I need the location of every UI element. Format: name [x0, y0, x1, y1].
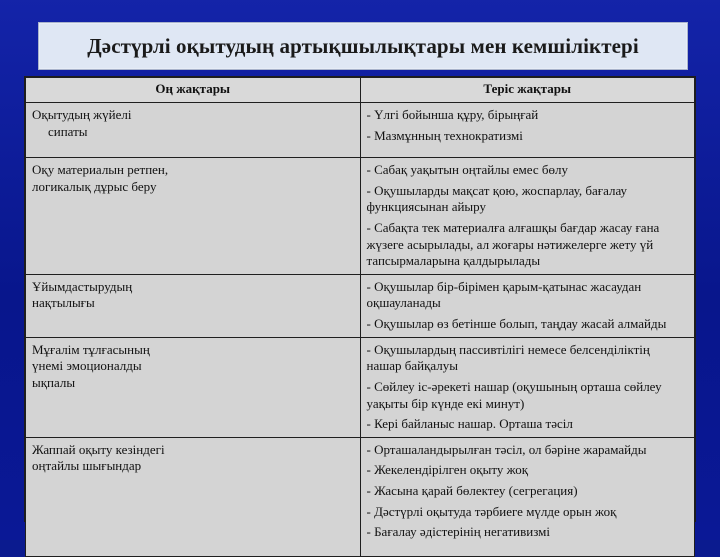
title-banner: [38, 22, 688, 70]
negative-cell: [360, 158, 695, 275]
positive-text: сипаты: [48, 123, 88, 139]
header-negative: Теріс жақтары: [360, 78, 695, 103]
negative-item: - Орташаландырылған тәсіл, ол бәріне жарамайды: [366, 441, 647, 457]
comparison-table-grid: [25, 77, 695, 557]
positive-text: Жаппай оқыту кезіндегі: [32, 441, 165, 457]
negative-item: - Жекелендірілген оқыту жоқ: [366, 462, 529, 478]
negative-item: - Мазмұнның технократизмі: [366, 127, 523, 143]
positive-text: логикалық дұрыс беру: [32, 178, 157, 194]
positive-cell: [26, 337, 361, 437]
table-row: [26, 158, 695, 275]
header-positive: Оң жақтары: [26, 78, 361, 103]
negative-cell: [360, 103, 695, 158]
positive-text: үнемі эмоционалды: [32, 358, 142, 374]
negative-cell: [360, 337, 695, 437]
positive-text: Оқытудың жүйелі: [32, 107, 132, 122]
negative-item: - Оқушылар өз бетінше болып, таңдау жасай алмайды: [366, 316, 667, 331]
negative-cell: [360, 437, 695, 556]
table-row: [26, 274, 695, 337]
negative-item: - Сабақта тек материалға алғашқы бағдар жасау ғана жүзеге асырылады, ал жоғары нәтижелерге жету үй тапсырмаларына қалдырылады: [366, 219, 660, 269]
negative-cell: [360, 274, 695, 337]
negative-item: - Үлгі бойынша құру, бірыңғай: [366, 107, 539, 122]
positive-text: ықпалы: [32, 374, 76, 390]
positive-cell: [26, 437, 361, 556]
positive-cell: [26, 158, 361, 275]
negative-item: - Оқушылар бір-бірімен қарым-қатынас жасаудан оқшауланады: [366, 278, 642, 311]
table-header-row: [26, 78, 695, 103]
comparison-table: [24, 76, 696, 540]
negative-item: - Кері байланыс нашар. Орташа тәсіл: [366, 416, 573, 432]
table-row: [26, 337, 695, 437]
table-row: [26, 103, 695, 158]
positive-text: Оқу материалын ретпен,: [32, 162, 169, 177]
negative-item: - Бағалау әдістерінің негативизмі: [366, 524, 550, 540]
negative-item: - Оқушылардың пассивтілігі немесе белсенділіктің нашар байқалуы: [366, 341, 650, 374]
negative-item: - Сөйлеу іс-әрекеті нашар (оқушының орташа сөйлеу уақыты бір күнде екі минут): [366, 378, 662, 411]
positive-cell: [26, 103, 361, 158]
negative-item: - Сабақ уақытын оңтайлы емес бөлу: [366, 162, 568, 177]
positive-text: Ұйымдастырудың: [32, 278, 133, 294]
positive-text: нақтылығы: [32, 295, 95, 311]
negative-item: - Оқушыларды мақсат қою, жоспарлау, бағалау функциясынан айыру: [366, 182, 628, 215]
negative-item: - Жасына қарай бөлектеу (сегрегация): [366, 483, 578, 498]
positive-cell: [26, 274, 361, 337]
positive-text: оңтайлы шығындар: [32, 458, 142, 474]
negative-item: - Дәстүрлі оқытуда тәрбиеге мүлде орын жоқ: [366, 503, 617, 519]
table-row: [26, 437, 695, 556]
page-title: Дәстүрлі оқытудың артықшылықтары мен кемшіліктері: [87, 33, 639, 58]
positive-text: Мұғалім тұлғасының: [32, 341, 150, 357]
